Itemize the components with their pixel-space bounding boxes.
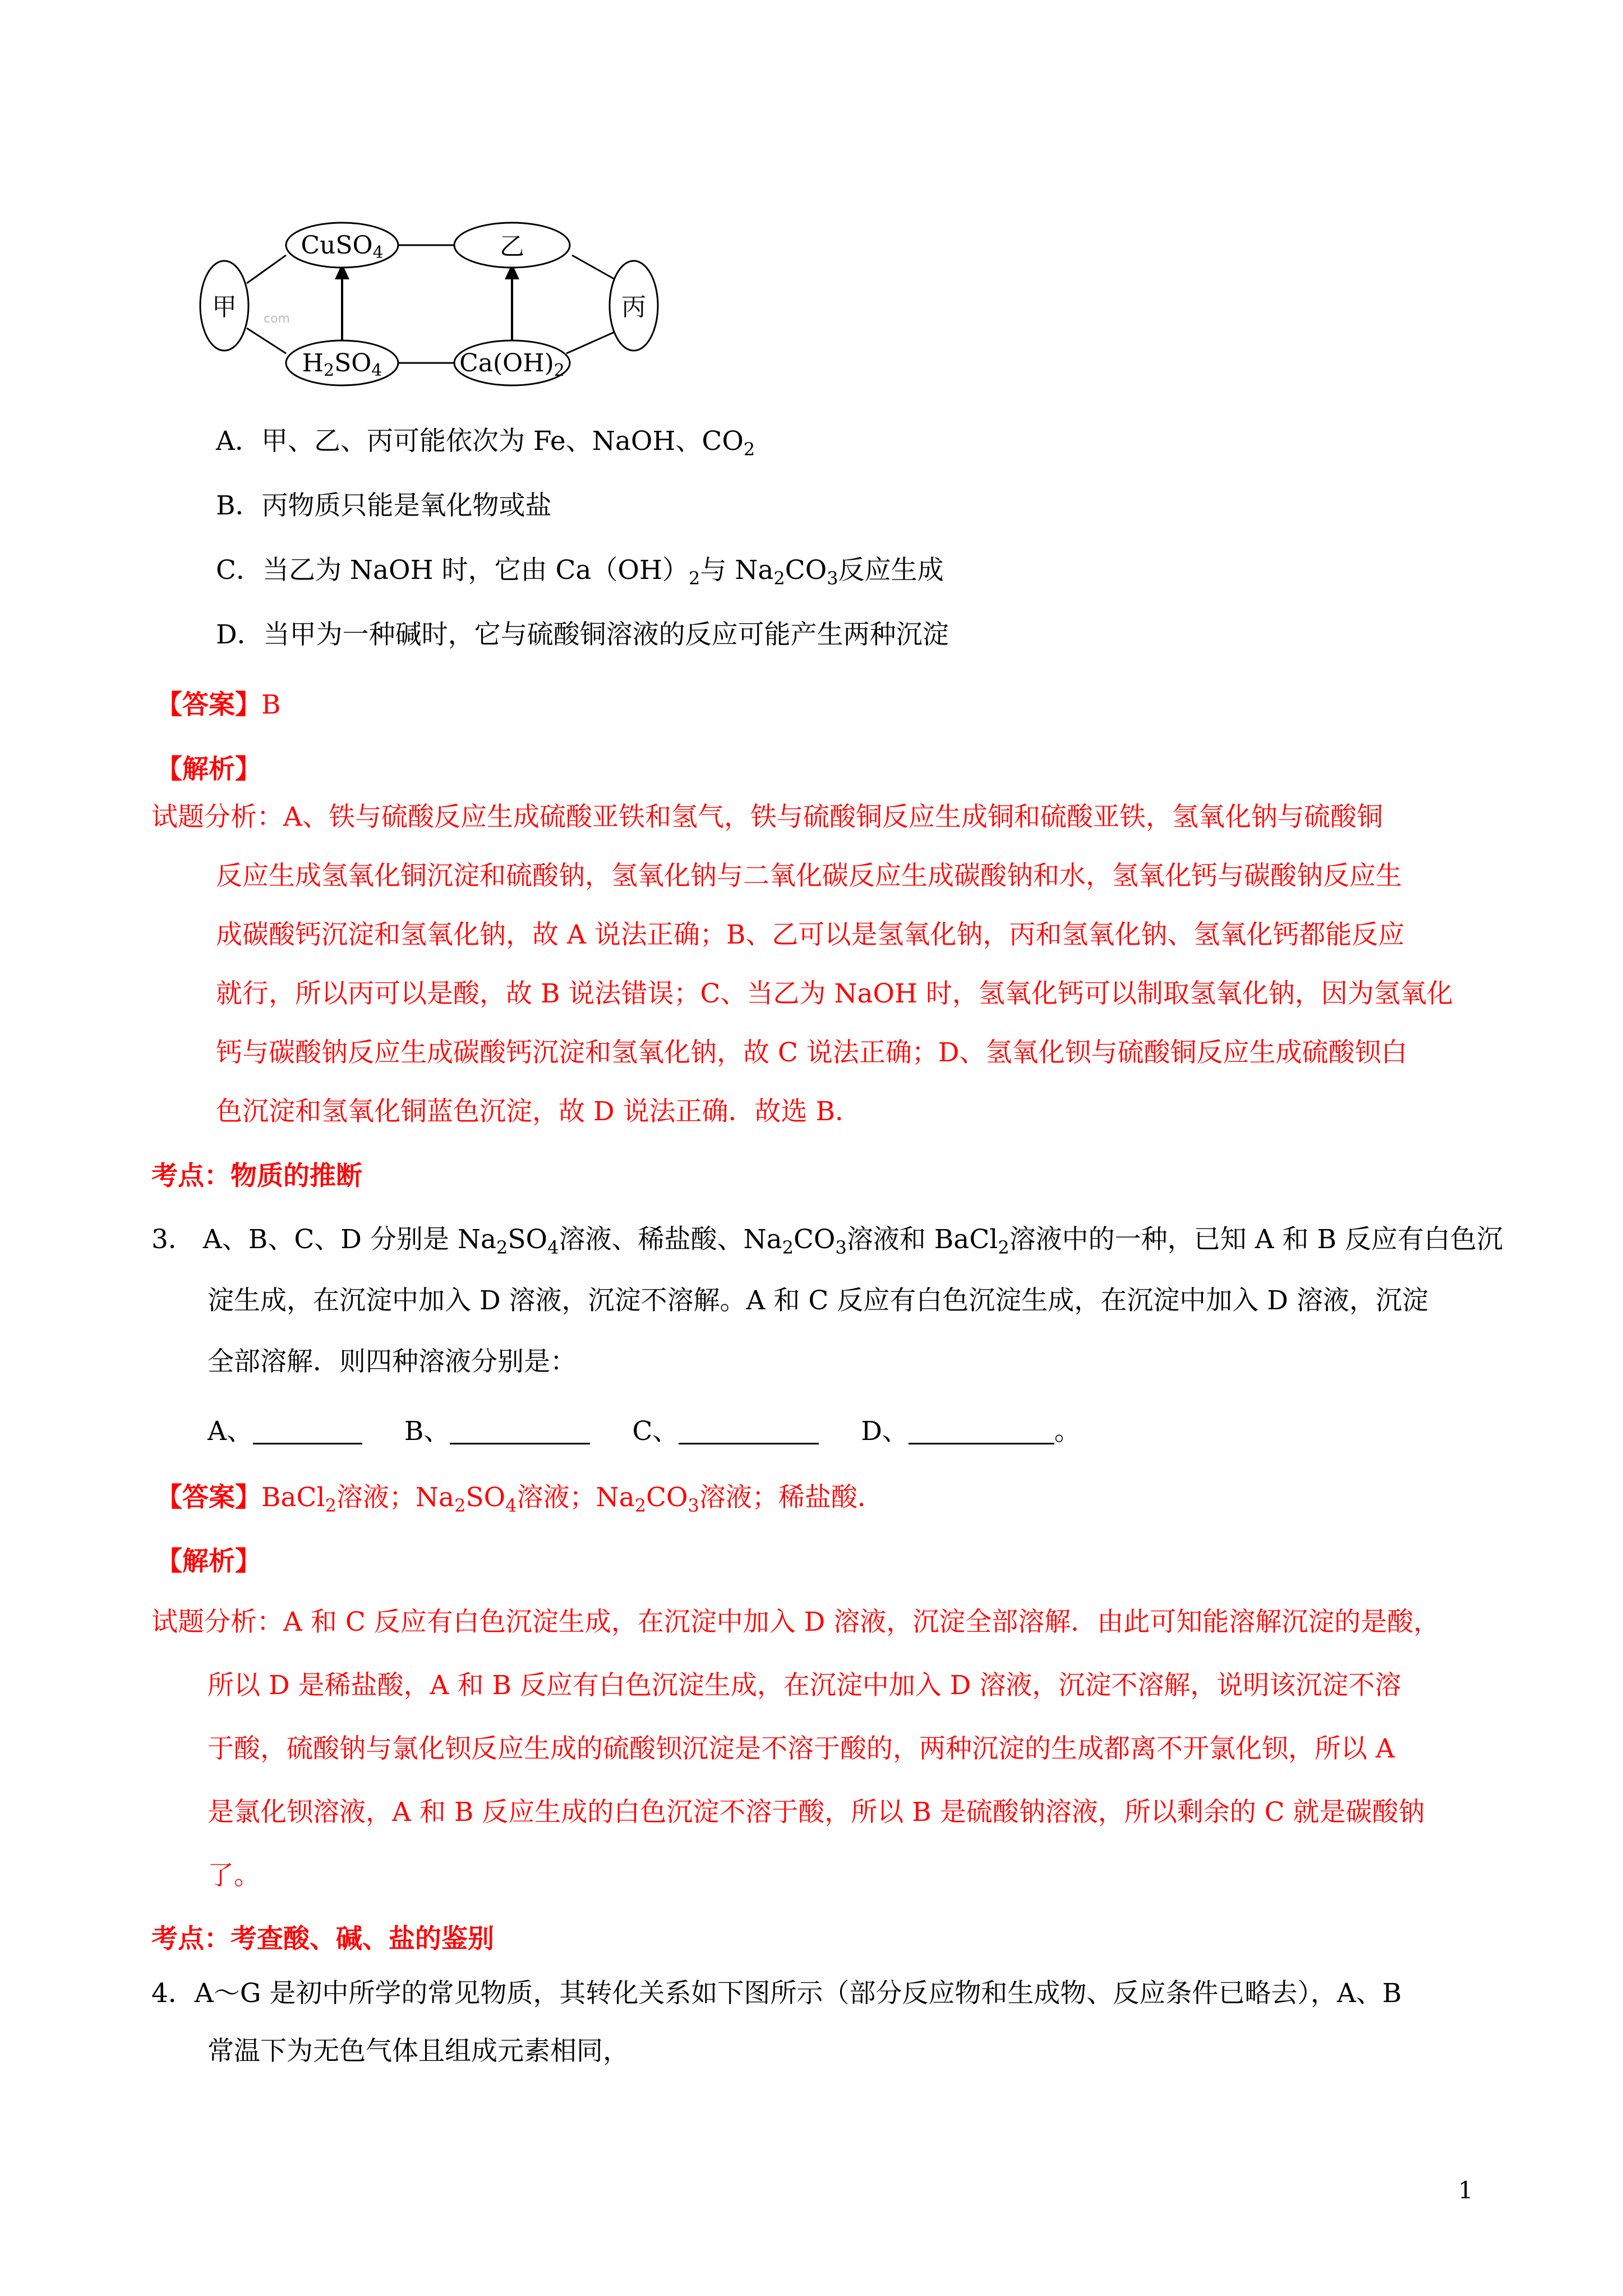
q2-analysis-line-2: 反应生成氢氧化铜沉淀和硫酸钠，氢氧化钠与二氧化碳反应生成碳酸钠和水，氢氧化钙与碳酸钠反应生 (216, 861, 1402, 891)
node-bing-label: 丙 (621, 293, 646, 321)
q2-analysis-line-5: 钙与碳酸钠反应生成碳酸钙沉淀和氢氧化钠，故 C 说法正确；D、氢氧化钡与硫酸铜反应生成硫酸钡白 (216, 1037, 1408, 1068)
q2-analysis-line-4: 就行，所以丙可以是酸，故 B 说法错误；C、当乙为 NaOH 时，氢氧化钙可以制取氢氧化钠，因为氢氧化 (216, 978, 1453, 1009)
q3-analysis-line-1: 试题分析：A 和 C 反应有白色沉淀生成，在沉淀中加入 D 溶液，沉淀全部溶解．由此可知能溶解沉淀的是酸， (151, 1607, 1440, 1637)
q3-blank-d[interactable] (909, 1418, 1054, 1444)
q2-analysis-line-3: 成碳酸钙沉淀和氢氧化钠，故 A 说法正确；B、乙可以是氢氧化钠，丙和氢氧化钠、氢氧化钙都能反应 (216, 919, 1405, 950)
node-caoh2-label: Ca(OH)2 (459, 349, 565, 380)
q3-analysis-line-3: 于酸，硫酸钠与氯化钡反应生成的硫酸钡沉淀是不溶于酸的，两种沉淀的生成都离不开氯化钡，所以 A (208, 1733, 1395, 1764)
page-number: 1 (1458, 2177, 1473, 2204)
q4-line-2: 常温下为无色气体且组成元素相同， (208, 2036, 629, 2067)
edge-jia-h2so4 (247, 328, 286, 353)
q3-blanks-row: A、 B、 C、 D、 。 (208, 1416, 1081, 1447)
q3-topic: 考点：考查酸、碱、盐的鉴别 (151, 1924, 494, 1954)
node-cuso4-label: CuSO4 (301, 231, 384, 263)
edge-yi-bing (572, 255, 617, 280)
edge-caoh2-bing (566, 331, 617, 353)
q3-analysis-line-4: 是氯化钡溶液，A 和 B 反应生成的白色沉淀不溶于酸，所以 B 是硫酸钠溶液，所以剩余的 C 就是碳酸钠 (208, 1797, 1425, 1828)
q2-answer: 【答案】B (156, 689, 281, 720)
q3-analysis-label: 【解析】 (156, 1546, 261, 1577)
q3-blank-c[interactable] (679, 1418, 819, 1444)
node-h2so4-label: H2SO4 (302, 349, 382, 380)
node-jia-label: 甲 (212, 293, 237, 321)
q2-analysis-line-6: 色沉淀和氢氧化铜蓝色沉淀，故 D 说法正确．故选 B． (216, 1096, 862, 1127)
q4-line-1: 4．A～G 是初中所学的常见物质，其转化关系如下图所示（部分反应物和生成物、反应条件已略去），A、B (151, 1978, 1402, 2009)
q3-line-3: 全部溶解．则四种溶液分别是： (208, 1346, 577, 1377)
watermark-text: com (264, 312, 290, 326)
q3-answer: 【答案】BaCl$_2$溶液；$Na_2SO_4$溶液；$Na_2CO_3$溶液；稀盐酸． (156, 1482, 884, 1516)
q2-option-b: B．丙物质只能是氧化物或盐 (216, 490, 552, 521)
q2-option-a: A．甲、乙、丙可能依次为 Fe、NaOH、$CO_2$ (216, 426, 755, 460)
node-yi-label: 乙 (500, 232, 524, 261)
q3-line-2: 淀生成，在沉淀中加入 D 溶液，沉淀不溶解。A 和 C 反应有白色沉淀生成，在沉淀中加入 D 溶液，沉淀 (208, 1285, 1428, 1316)
q3-analysis-line-2: 所以 D 是稀盐酸，A 和 B 反应有白色沉淀生成，在沉淀中加入 D 溶液，沉淀不溶解，说明该沉淀不溶 (208, 1670, 1401, 1701)
q2-option-c: C．当乙为 NaOH 时，它由 $Ca(OH)_2$与 $Na_2CO_3$反应生成 (216, 555, 944, 589)
q3-blank-a[interactable] (253, 1418, 362, 1444)
reaction-diagram (0, 0, 1623, 426)
q3-line-1: 3． A、B、C、D 分别是 $Na_2SO_4$溶液、稀盐酸、$Na_2CO_3$溶液和 BaCl$_2$溶液中的一种，已知 A 和 B 反应有白色沉 (151, 1224, 1503, 1258)
edge-jia-cuso4 (247, 255, 286, 283)
q3-analysis-line-5: 了。 (208, 1860, 260, 1891)
q2-topic: 考点：物质的推断 (151, 1161, 362, 1191)
q3-blank-b[interactable] (450, 1418, 590, 1444)
q2-analysis-label: 【解析】 (156, 754, 261, 785)
q2-analysis-line-1: 试题分析：A、铁与硫酸反应生成硫酸亚铁和氢气，铁与硫酸铜反应生成铜和硫酸亚铁，氢氧化钠与硫酸铜 (151, 802, 1383, 832)
q2-option-d: D．当甲为一种碱时，它与硫酸铜溶液的反应可能产生两种沉淀 (216, 619, 949, 650)
